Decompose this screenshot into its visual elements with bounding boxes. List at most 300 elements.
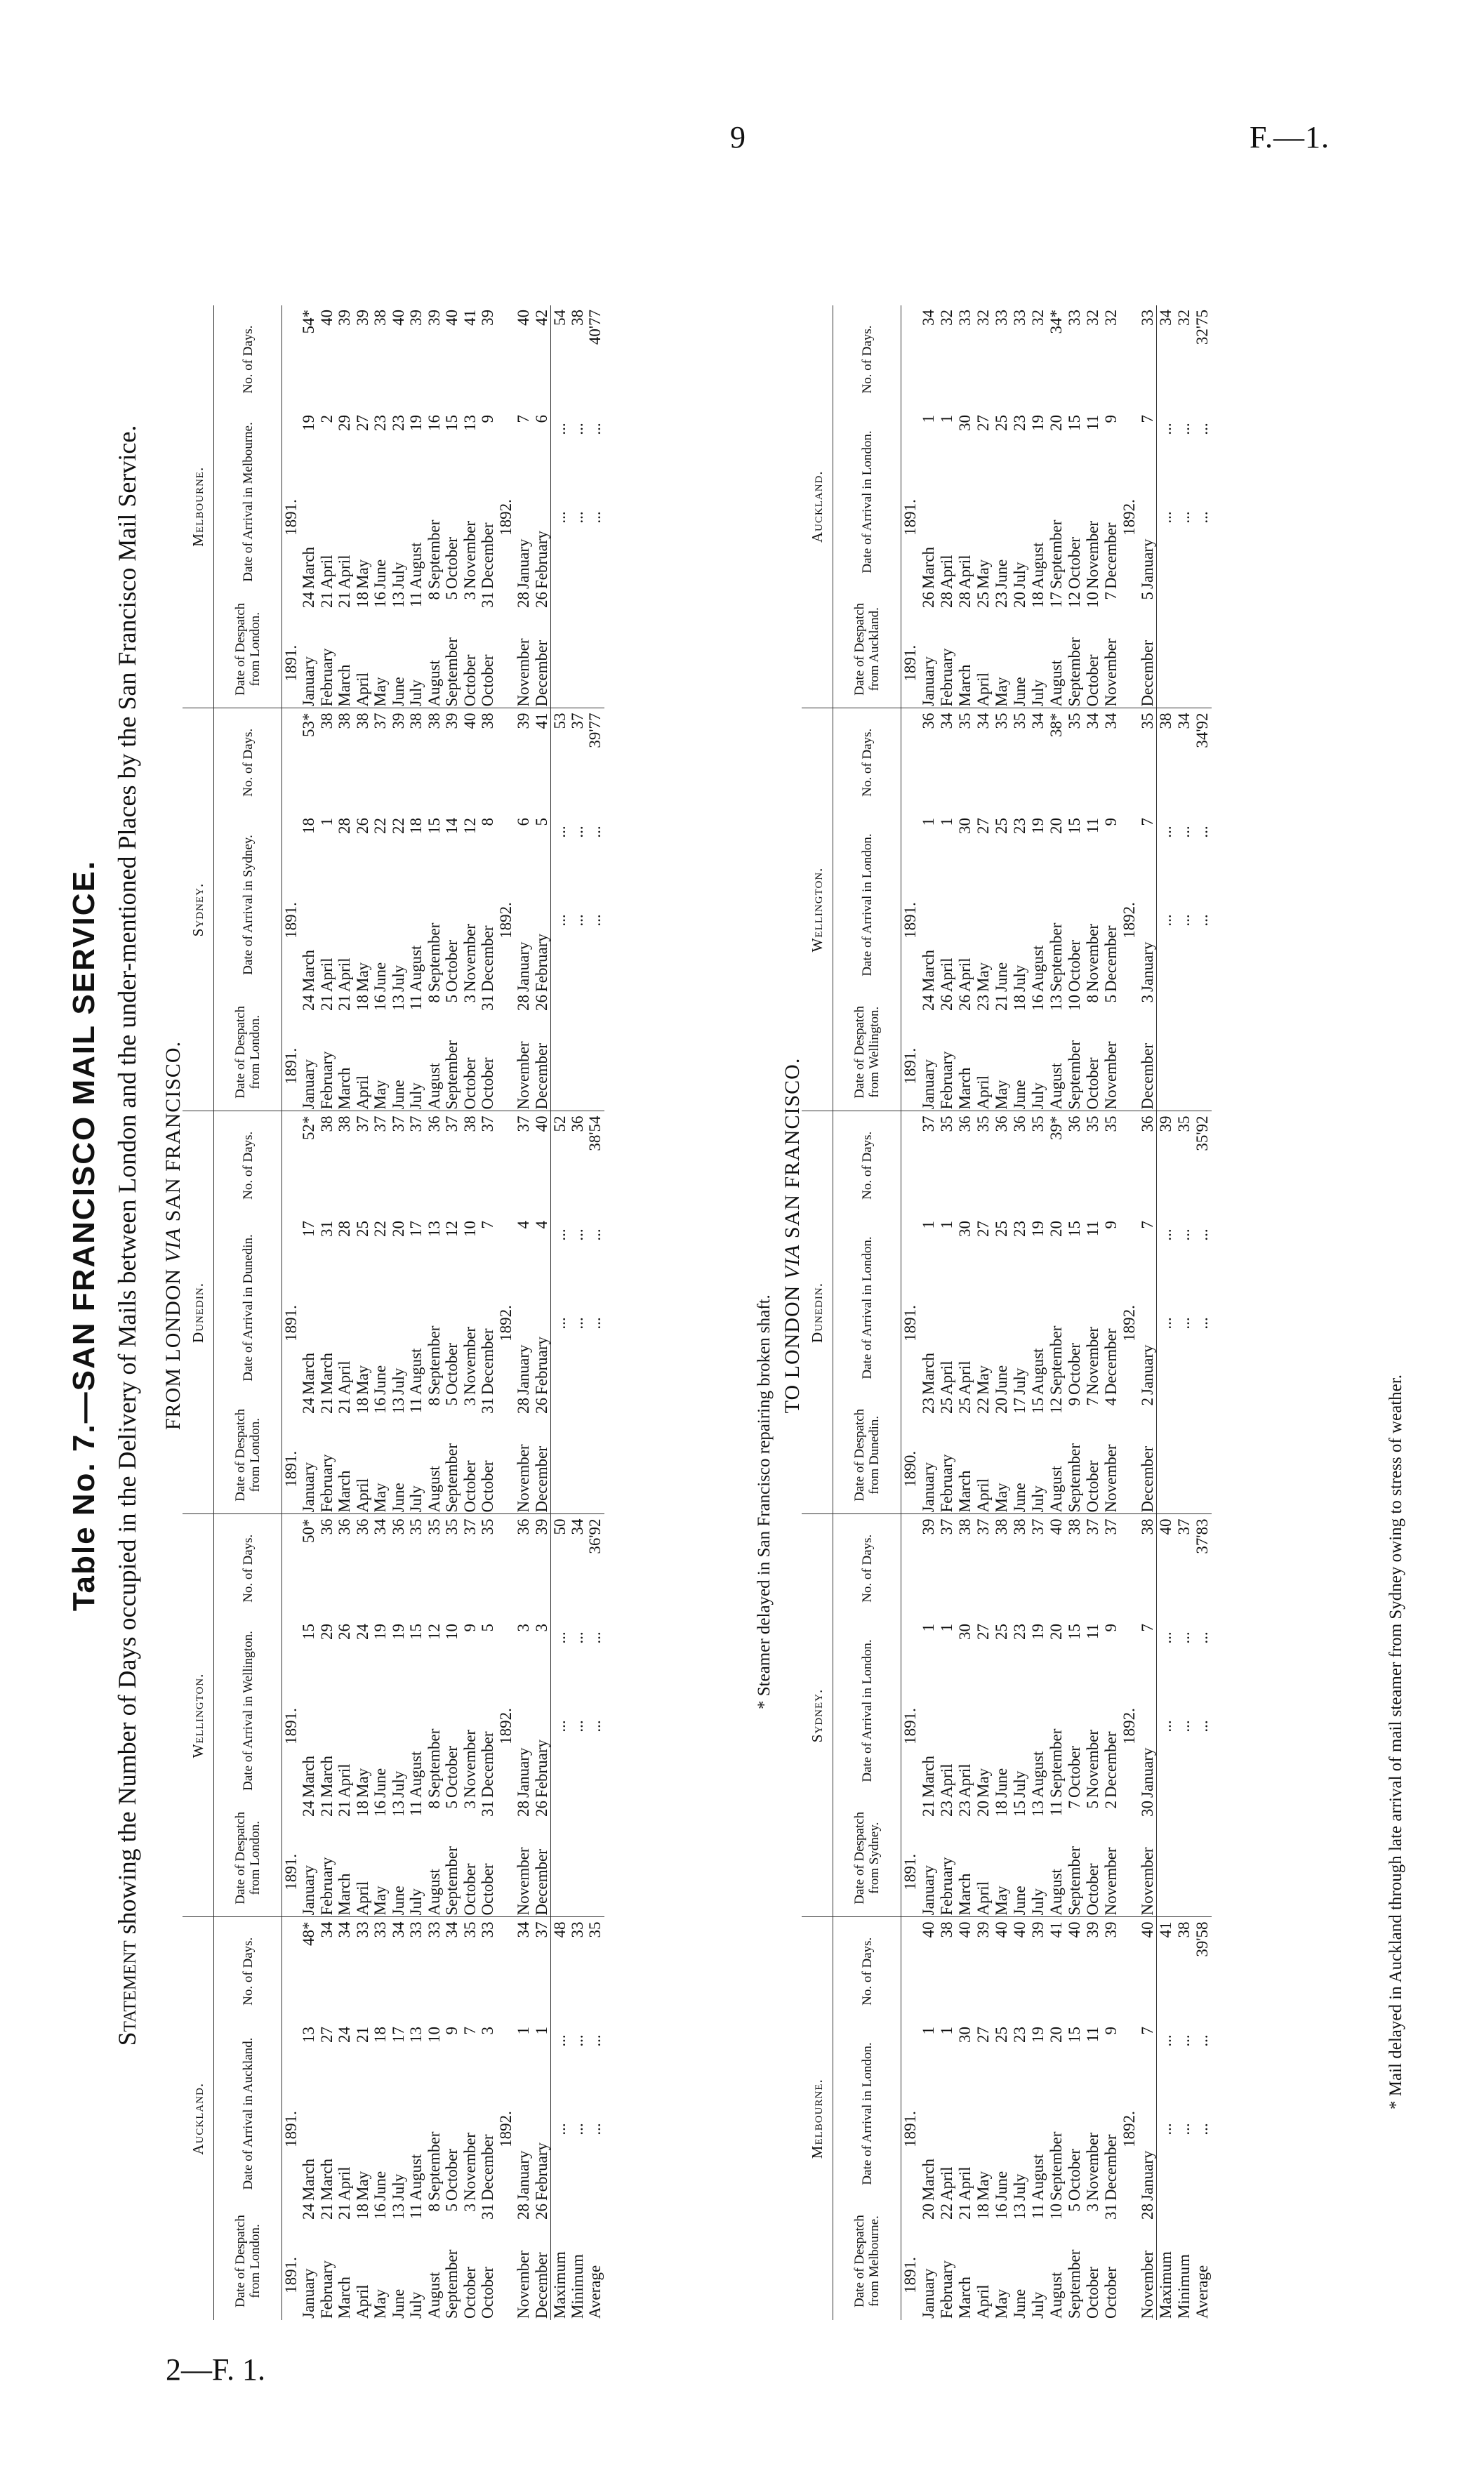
table-row: [443, 305, 461, 2320]
arrival-day: 27: [317, 2027, 336, 2043]
arrival-month: May: [353, 962, 371, 992]
arrival-month: August: [1029, 945, 1047, 992]
despatch-column-header: Date of Despatch from Wellington.: [833, 993, 901, 1111]
days-count: [901, 305, 920, 413]
summary-days: 35: [1175, 1111, 1193, 1219]
arrival-day: [282, 816, 300, 847]
despatch-day: 5: [443, 1801, 461, 1809]
arrival-day: 28: [336, 818, 354, 834]
arrival-month: July: [1011, 2173, 1028, 2201]
arrival-day: 27: [974, 1221, 992, 1237]
table-title: Table No. 7.—SAN FRANCISCO MAIL SERVICE.: [67, 859, 101, 1612]
despatch-day: 12: [1066, 592, 1083, 608]
arrival-day: 7: [1138, 1624, 1156, 1632]
summary-dots: ...: [586, 2034, 604, 2047]
despatch-month: October: [1084, 2266, 1101, 2319]
despatch-month: May: [993, 1080, 1010, 1110]
from-title-post: SAN FRANCISCO.: [161, 1040, 185, 1228]
despatch-month: [1120, 1827, 1139, 1917]
despatch-day: 25: [956, 1398, 974, 1414]
despatch-day: 5: [1138, 592, 1156, 600]
arrival-month: November: [461, 923, 479, 992]
arrival-month: October: [1066, 1342, 1083, 1395]
despatch-day: [497, 1799, 515, 1827]
despatch-day: 28: [515, 995, 533, 1011]
days-count: 33: [407, 1917, 425, 2025]
despatch-month: March: [956, 2276, 974, 2319]
days-count: 33: [1138, 310, 1156, 326]
summary-blank: [586, 993, 604, 1111]
arrival-month: October: [1066, 2148, 1083, 2201]
despatch-month: 1891.: [901, 2257, 920, 2293]
despatch-day: 13: [389, 2204, 407, 2220]
despatch-day: 9: [1066, 1398, 1083, 1406]
arrival-day: [901, 816, 920, 847]
arrival-day: 17: [300, 1221, 318, 1237]
despatch-month: October: [479, 1863, 497, 1916]
despatch-month: March: [336, 1067, 354, 1110]
despatch-month: May: [371, 1483, 390, 1513]
despatch-day: [282, 590, 300, 618]
summary-days: 39: [1157, 1111, 1175, 1219]
despatch-month: January: [300, 656, 318, 707]
despatch-month: October: [461, 654, 479, 707]
days-count: 34: [1029, 708, 1047, 816]
summary-days: 39'58: [1193, 1917, 1212, 2025]
summary-dots: ...: [550, 1653, 569, 1799]
table-row: [1102, 305, 1120, 2320]
despatch-day: 18: [353, 2204, 371, 2220]
arrival-month: November: [461, 520, 479, 589]
days-count: 36: [920, 708, 938, 816]
arrival-month: June: [371, 2171, 390, 2201]
arrival-month: 1892.: [496, 2111, 515, 2147]
despatch-day: [282, 1799, 300, 1827]
arrival-day: 15: [425, 818, 443, 834]
table-row: [938, 305, 956, 2320]
arrival-day: 8: [479, 818, 497, 826]
table-row: [1047, 305, 1066, 2320]
despatch-day: 11: [407, 1398, 425, 1414]
despatch-column-header: Date of Despatch from London.: [214, 993, 282, 1111]
summary-days: 52: [550, 1111, 569, 1219]
arrival-month: 1892.: [1120, 1305, 1138, 1342]
arrival-month: October: [443, 939, 461, 992]
summary-dots: ...: [1157, 413, 1175, 444]
despatch-day: 8: [425, 1398, 443, 1406]
arrival-month: December: [479, 522, 497, 589]
arrival-day: 13: [461, 415, 479, 431]
arrival-month: June: [371, 1768, 390, 1798]
summary-days: 37: [1175, 1514, 1193, 1622]
arrival-day: 30: [956, 1221, 974, 1237]
arrival-day: 23: [1011, 1221, 1028, 1237]
despatch-month: November: [515, 1847, 533, 1916]
arrival-day: 20: [1047, 1221, 1065, 1237]
days-column-header: No. of Days.: [214, 1514, 282, 1622]
despatch-day: 20: [1011, 592, 1028, 608]
arrival-day: 9: [1102, 1624, 1120, 1632]
despatch-month: February: [938, 1857, 955, 1916]
despatch-month: January: [920, 1462, 937, 1513]
days-count: 40: [389, 310, 407, 326]
to-title-pre: TO LONDON: [781, 1279, 804, 1414]
arrival-month: September: [425, 922, 443, 992]
arrival-month: November: [1084, 923, 1101, 992]
despatch-day: 21: [336, 2204, 354, 2220]
despatch-month: 1891.: [282, 2257, 300, 2293]
despatch-column-header: Date of Despatch from Dunedin.: [833, 1396, 901, 1514]
days-count: [901, 1514, 920, 1622]
arrival-month: July: [389, 965, 407, 992]
arrival-month: July: [389, 1770, 407, 1798]
days-count: 34: [443, 1917, 461, 2025]
table-row: [497, 305, 515, 2320]
despatch-month: November: [1102, 1444, 1120, 1513]
despatch-month: December: [1138, 1043, 1156, 1110]
summary-dots: ...: [1175, 826, 1193, 838]
despatch-day: 25: [974, 592, 992, 608]
despatch-day: 31: [1102, 2204, 1120, 2220]
days-count: 35: [1011, 708, 1029, 816]
arrival-day: 17: [407, 1221, 425, 1237]
arrival-month: March: [920, 949, 937, 992]
despatch-month: January: [920, 2268, 937, 2319]
despatch-day: [901, 1799, 920, 1827]
summary-dots: ...: [1175, 423, 1193, 435]
despatch-month: June: [389, 677, 407, 707]
days-count: 37: [479, 1111, 497, 1219]
summary-days: 38: [1157, 708, 1175, 816]
arrival-month: 1891.: [901, 1305, 920, 1342]
arrival-month: February: [532, 530, 550, 589]
days-count: 36: [1066, 1111, 1084, 1219]
despatch-day: 12: [1047, 1398, 1065, 1414]
arrival-month: 1892.: [496, 499, 515, 536]
summary-dots: ...: [568, 826, 586, 838]
despatch-day: [497, 1396, 515, 1424]
summary-blank: [569, 993, 587, 1111]
days-count: [497, 1917, 515, 2025]
arrival-day: [1120, 2025, 1139, 2056]
summary-blank: [1157, 1396, 1175, 1514]
days-count: 37: [390, 1111, 408, 1219]
days-count: 38: [336, 1111, 354, 1219]
despatch-day: 13: [1029, 1801, 1047, 1817]
days-count: 36: [1011, 1111, 1029, 1219]
days-count: [901, 708, 920, 816]
despatch-month: [497, 1827, 515, 1917]
from-title-pre: FROM LONDON: [161, 1262, 185, 1431]
despatch-day: [497, 590, 515, 618]
despatch-day: 11: [1029, 2204, 1047, 2220]
arrival-day: 2: [317, 415, 336, 423]
arrival-month: March: [920, 2158, 937, 2201]
summary-blank: [1193, 1396, 1212, 1514]
summary-row: [1193, 305, 1212, 2320]
despatch-day: 23: [920, 1398, 937, 1414]
arrival-month: January: [515, 538, 533, 589]
arrival-month: February: [532, 933, 550, 992]
arrival-month: February: [532, 1336, 550, 1395]
arrival-day: 10: [461, 1221, 479, 1237]
despatch-month: March: [956, 1873, 974, 1916]
days-count: 37: [533, 1917, 551, 2025]
despatch-month: June: [1011, 1080, 1028, 1110]
despatch-month: July: [1029, 1485, 1047, 1513]
days-count: [1120, 1514, 1139, 1622]
despatch-month: June: [389, 1886, 407, 1916]
arrival-day: [901, 1622, 920, 1653]
arrival-month: April: [336, 1763, 354, 1798]
days-count: [497, 1111, 515, 1219]
summary-row: [586, 305, 604, 2320]
despatch-day: 8: [425, 995, 443, 1003]
despatch-month: October: [461, 1460, 479, 1513]
arrival-column-header: Date of Arrival in London.: [833, 816, 901, 993]
days-count: 39: [1029, 1917, 1047, 2025]
despatch-day: 16: [993, 2204, 1010, 2220]
days-count: 39: [920, 1514, 938, 1622]
page-number: 9: [730, 120, 746, 154]
despatch-month: December: [532, 1849, 550, 1916]
days-count: 36: [318, 1514, 336, 1622]
despatch-day: 31: [479, 1398, 497, 1414]
despatch-day: 8: [425, 2204, 443, 2212]
summary-label: Maximum: [1157, 2202, 1175, 2320]
days-count: 38: [354, 708, 372, 816]
summary-days: 41: [1157, 1917, 1175, 2025]
arrival-day: [497, 413, 515, 444]
summary-days: 32: [1175, 310, 1193, 326]
arrival-month: April: [938, 1763, 955, 1798]
despatch-month: February: [938, 1454, 955, 1513]
summary-row: [1157, 305, 1175, 2320]
despatch-month: July: [407, 1485, 425, 1513]
arrival-month: 1891.: [282, 902, 300, 939]
despatch-day: 3: [461, 1398, 479, 1406]
summary-dots: ...: [586, 423, 604, 435]
arrival-day: 20: [1047, 818, 1065, 834]
despatch-month: August: [425, 1466, 443, 1513]
days-count: 38: [1066, 1514, 1084, 1622]
days-count: 41: [461, 310, 479, 326]
arrival-day: [1120, 1622, 1139, 1653]
despatch-day: 7: [1102, 592, 1120, 600]
despatch-month: November: [515, 2250, 533, 2319]
arrival-day: 23: [1011, 415, 1028, 431]
arrival-day: 4: [532, 1221, 550, 1229]
summary-dots: ...: [1175, 2123, 1193, 2135]
days-column-header: No. of Days.: [214, 305, 282, 413]
arrival-day: 3: [515, 1624, 533, 1632]
arrival-month: 1891.: [282, 499, 300, 536]
despatch-month: November: [1102, 638, 1120, 707]
despatch-month: [1120, 2230, 1139, 2320]
summary-dots: ...: [568, 423, 586, 435]
despatch-day: 23: [993, 592, 1010, 608]
despatch-month: August: [1047, 1869, 1065, 1916]
despatch-day: 11: [407, 592, 425, 608]
days-count: 39: [353, 310, 371, 326]
days-count: 35: [938, 1111, 956, 1219]
summary-days: 36: [569, 1111, 587, 1219]
despatch-month: February: [317, 1857, 336, 1916]
arrival-month: 1891.: [282, 2111, 300, 2147]
subtitle-text: showing the Number of Days occupied in the Delivery of Mails between London and the under-mentioned Places by the San Francisco Mail Service.: [113, 425, 141, 1935]
arrival-day: 30: [956, 415, 974, 431]
despatch-month: April: [353, 1478, 371, 1513]
days-count: 35: [1102, 1111, 1120, 1219]
table-row: [407, 305, 425, 2320]
summary-dots: ...: [1175, 511, 1193, 524]
despatch-month: October: [461, 2266, 479, 2319]
despatch-day: 23: [938, 1801, 955, 1817]
days-count: 36: [1139, 1111, 1157, 1219]
summary-days: 34'92: [1193, 708, 1212, 816]
despatch-day: 16: [371, 592, 390, 608]
despatch-column-header: Date of Despatch from Sydney.: [833, 1799, 901, 1917]
arrival-month: June: [371, 1365, 390, 1395]
despatch-day: 16: [371, 2204, 390, 2220]
summary-blank: [1157, 993, 1175, 1111]
despatch-month: October: [461, 1057, 479, 1110]
despatch-month: October: [479, 654, 497, 707]
arrival-day: 15: [1066, 415, 1083, 431]
days-count: 34: [974, 708, 993, 816]
days-count: 36: [354, 1514, 372, 1622]
summary-blank: [569, 1396, 587, 1514]
despatch-month: February: [317, 648, 336, 707]
despatch-day: 24: [300, 995, 318, 1011]
summary-days: 34: [569, 1514, 587, 1622]
days-count: [1120, 305, 1139, 413]
arrival-day: 1: [515, 2027, 533, 2035]
arrival-day: [901, 413, 920, 444]
table-row: [282, 305, 300, 2320]
arrival-day: 30: [956, 818, 974, 834]
despatch-month: May: [993, 1483, 1010, 1513]
days-count: [282, 708, 300, 816]
despatch-day: [1120, 590, 1139, 618]
summary-days: 32'75: [1193, 310, 1211, 345]
days-count: [1120, 1111, 1139, 1219]
arrival-day: 27: [974, 1624, 992, 1640]
despatch-day: 15: [1029, 1398, 1047, 1414]
despatch-day: 3: [1138, 995, 1156, 1003]
table-row: [371, 305, 390, 2320]
days-count: 37: [443, 1111, 461, 1219]
despatch-day: [1120, 993, 1139, 1021]
days-count: 35: [461, 1917, 479, 2025]
arrival-day: 13: [300, 2027, 318, 2043]
days-count: 38: [479, 708, 497, 816]
despatch-day: 26: [938, 995, 955, 1011]
despatch-month: April: [353, 2284, 371, 2319]
arrival-day: [901, 2025, 920, 2056]
days-count: 38: [407, 708, 425, 816]
summary-days: 33: [569, 1917, 587, 2025]
arrival-month: January: [1138, 1747, 1156, 1798]
arrival-month: December: [1102, 1731, 1120, 1798]
summary-dots: ...: [1193, 1720, 1211, 1733]
summary-dots: ...: [1193, 511, 1211, 524]
arrival-month: December: [1102, 925, 1120, 992]
despatch-day: 23: [956, 1801, 974, 1817]
summary-days: 37: [569, 708, 587, 816]
table-row: [993, 305, 1011, 2320]
despatch-day: 8: [425, 592, 443, 600]
despatch-month: December: [1138, 1446, 1156, 1513]
from-title-via: VIA: [161, 1227, 185, 1263]
despatch-month: June: [389, 2288, 407, 2319]
despatch-day: 2: [1138, 1398, 1156, 1406]
despatch-month: 1891.: [901, 1047, 920, 1085]
arrival-day: [282, 2025, 300, 2056]
arrival-month: July: [389, 2173, 407, 2201]
arrival-month: November: [1084, 1729, 1101, 1798]
days-column-header: No. of Days.: [214, 1917, 282, 2025]
table-row: [1029, 305, 1047, 2320]
despatch-day: 26: [532, 1801, 550, 1817]
summary-days: 53: [550, 708, 569, 816]
days-column-header: No. of Days.: [214, 708, 282, 816]
days-count: 37: [938, 1514, 956, 1622]
arrival-day: 1: [938, 1624, 955, 1632]
despatch-day: [1120, 1799, 1139, 1827]
despatch-day: 3: [1084, 2204, 1101, 2212]
despatch-day: 21: [336, 995, 354, 1011]
summary-dots: ...: [1157, 1622, 1175, 1653]
despatch-month: November: [515, 638, 533, 707]
arrival-month: January: [515, 2150, 533, 2201]
arrival-day: 26: [336, 1624, 354, 1640]
table-row: [479, 305, 497, 2320]
summary-blank: [586, 590, 604, 708]
summary-blank: [569, 1799, 587, 1917]
days-count: [282, 1917, 300, 2025]
despatch-month: May: [371, 677, 390, 707]
days-count: [282, 1111, 300, 1219]
summary-dots: ...: [1193, 914, 1211, 927]
despatch-month: July: [407, 1888, 425, 1916]
despatch-day: 5: [443, 2204, 461, 2212]
arrival-month: September: [1047, 2131, 1065, 2201]
despatch-month: March: [336, 1873, 354, 1916]
despatch-month: March: [336, 664, 354, 707]
summary-blank: [1193, 590, 1212, 708]
arrival-month: April: [336, 1360, 354, 1395]
table-row: [920, 305, 938, 2320]
summary-dots: ...: [568, 2034, 586, 2047]
table-row: [336, 305, 354, 2320]
arrival-month: August: [407, 1348, 425, 1395]
despatch-month: December: [532, 2252, 550, 2319]
despatch-month: August: [425, 2272, 443, 2319]
arrival-month: June: [993, 1768, 1010, 1798]
arrival-month: September: [1047, 519, 1065, 589]
arrival-day: 20: [389, 1221, 407, 1237]
despatch-month: June: [1011, 1483, 1028, 1513]
despatch-month: July: [407, 1082, 425, 1110]
arrival-month: March: [300, 1755, 318, 1798]
despatch-day: 16: [371, 1801, 390, 1817]
arrival-month: April: [938, 2166, 955, 2201]
arrival-month: October: [443, 2148, 461, 2201]
despatch-day: 31: [479, 592, 497, 608]
despatch-month: [1120, 618, 1139, 708]
arrival-day: 15: [1066, 1624, 1083, 1640]
